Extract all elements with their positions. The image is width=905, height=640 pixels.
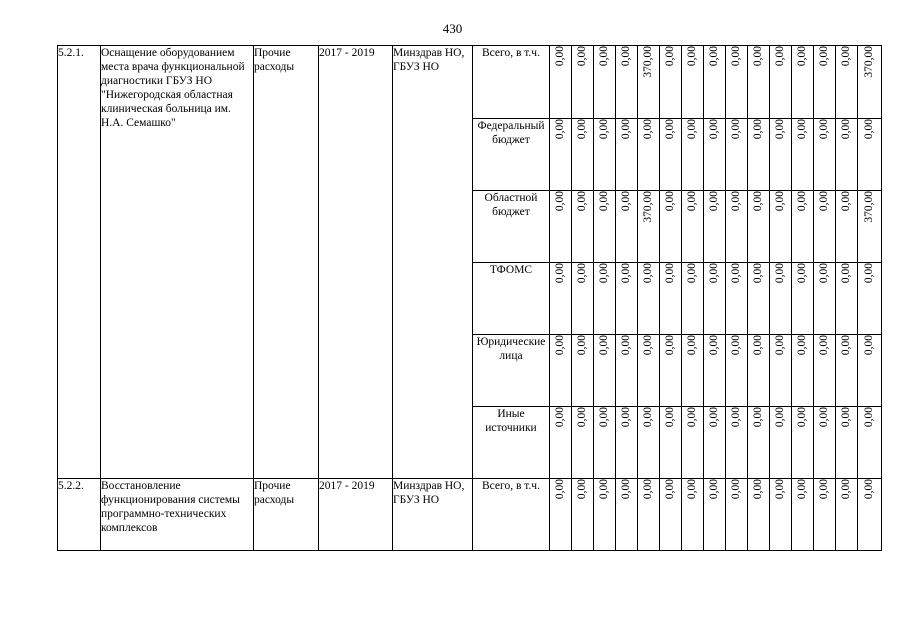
amount-value: 0,00 <box>686 263 698 284</box>
amount-value: 370,00 <box>863 191 875 223</box>
amount-value: 0,00 <box>752 119 764 140</box>
amount-cell <box>660 191 682 263</box>
amount-value: 0,00 <box>686 119 698 140</box>
amount-value: 0,00 <box>818 263 830 284</box>
amount-cell <box>616 263 638 335</box>
amount-value: 0,00 <box>664 335 676 356</box>
amount-cell <box>572 335 594 407</box>
amount-value: 0,00 <box>730 119 742 140</box>
amount-cell <box>726 479 748 551</box>
amount-value: 0,00 <box>576 479 588 500</box>
amount-cell <box>748 407 770 479</box>
amount-cell <box>594 191 616 263</box>
amount-value: 0,00 <box>752 335 764 356</box>
amount-value: 0,00 <box>642 335 654 356</box>
amount-value: 0,00 <box>708 263 720 284</box>
amount-value: 0,00 <box>730 46 742 67</box>
amount-cell <box>792 263 814 335</box>
amount-value: 0,00 <box>708 407 720 428</box>
amount-value: 0,00 <box>863 263 875 284</box>
amount-cell <box>748 335 770 407</box>
amount-value: 0,00 <box>796 191 808 212</box>
amount-value: 0,00 <box>863 119 875 140</box>
amount-cell <box>770 191 792 263</box>
amount-cell <box>572 407 594 479</box>
amount-value: 0,00 <box>774 119 786 140</box>
amount-cell <box>704 191 726 263</box>
amount-value: 0,00 <box>686 335 698 356</box>
amount-value: 0,00 <box>642 479 654 500</box>
amount-cell <box>858 191 882 263</box>
amount-cell <box>814 263 836 335</box>
amount-cell <box>594 335 616 407</box>
amount-value: 0,00 <box>730 407 742 428</box>
amount-cell <box>572 191 594 263</box>
amount-cell <box>836 335 858 407</box>
amount-value: 0,00 <box>664 407 676 428</box>
amount-cell <box>594 407 616 479</box>
amount-cell <box>748 479 770 551</box>
amount-value: 0,00 <box>576 191 588 212</box>
funding-source-label: Федеральный бюджет <box>473 119 550 191</box>
amount-value: 0,00 <box>840 479 852 500</box>
amount-value: 0,00 <box>863 479 875 500</box>
amount-value: 0,00 <box>620 46 632 67</box>
amount-cell <box>660 407 682 479</box>
amount-cell <box>858 46 882 119</box>
amount-value: 0,00 <box>686 407 698 428</box>
item-number: 5.2.1. <box>58 46 101 479</box>
amount-value: 0,00 <box>818 335 830 356</box>
item-name: Восстановление функционирования системы программно-технических комплексов <box>101 479 254 551</box>
page-number: 430 <box>442 21 463 36</box>
amount-value: 0,00 <box>774 479 786 500</box>
amount-cell <box>660 46 682 119</box>
amount-value: 0,00 <box>752 263 764 284</box>
amount-value: 0,00 <box>686 479 698 500</box>
amount-value: 0,00 <box>576 335 588 356</box>
amount-cell <box>770 479 792 551</box>
amount-value: 0,00 <box>620 119 632 140</box>
amount-value: 0,00 <box>598 335 610 356</box>
amount-value: 0,00 <box>863 407 875 428</box>
funding-source-label: ТФОМС <box>473 263 550 335</box>
funding-source-label: Юридические лица <box>473 335 550 407</box>
amount-value: 0,00 <box>708 46 720 67</box>
amount-cell <box>748 263 770 335</box>
amount-value: 0,00 <box>796 46 808 67</box>
amount-value: 0,00 <box>554 335 566 356</box>
amount-value: 0,00 <box>554 46 566 67</box>
amount-value: 0,00 <box>576 46 588 67</box>
amount-cell <box>594 263 616 335</box>
amount-value: 0,00 <box>554 263 566 284</box>
amount-cell <box>572 263 594 335</box>
amount-value: 0,00 <box>642 407 654 428</box>
amount-cell <box>726 263 748 335</box>
amount-value: 0,00 <box>576 263 588 284</box>
amount-cell <box>616 335 638 407</box>
amount-value: 370,00 <box>863 46 875 78</box>
amount-cell <box>792 46 814 119</box>
amount-cell <box>682 263 704 335</box>
expense-type: Прочие расходы <box>254 46 319 479</box>
amount-cell <box>704 263 726 335</box>
amount-value: 0,00 <box>796 119 808 140</box>
amount-cell <box>638 119 660 191</box>
amount-cell <box>638 479 660 551</box>
amount-value: 0,00 <box>840 407 852 428</box>
amount-value: 0,00 <box>642 263 654 284</box>
amount-cell <box>748 191 770 263</box>
funding-source-label: Областной бюджет <box>473 191 550 263</box>
amount-value: 0,00 <box>598 479 610 500</box>
amount-value: 0,00 <box>752 191 764 212</box>
amount-value: 0,00 <box>818 46 830 67</box>
amount-value: 0,00 <box>598 263 610 284</box>
amount-cell <box>550 407 572 479</box>
amount-cell <box>594 479 616 551</box>
amount-value: 0,00 <box>840 119 852 140</box>
amount-cell <box>638 263 660 335</box>
amount-cell <box>814 335 836 407</box>
amount-value: 0,00 <box>664 479 676 500</box>
amount-cell <box>770 335 792 407</box>
amount-cell <box>682 191 704 263</box>
amount-cell <box>616 46 638 119</box>
amount-value: 0,00 <box>664 119 676 140</box>
amount-cell <box>770 407 792 479</box>
amount-value: 0,00 <box>598 407 610 428</box>
amount-cell <box>836 407 858 479</box>
amount-value: 370,00 <box>642 46 654 78</box>
amount-cell <box>550 119 572 191</box>
amount-value: 0,00 <box>730 263 742 284</box>
amount-value: 0,00 <box>840 263 852 284</box>
amount-value: 0,00 <box>863 335 875 356</box>
amount-value: 0,00 <box>664 191 676 212</box>
period: 2017 - 2019 <box>319 46 393 479</box>
amount-cell <box>616 479 638 551</box>
amount-cell <box>836 479 858 551</box>
amount-value: 0,00 <box>730 335 742 356</box>
amount-cell <box>836 119 858 191</box>
amount-cell <box>858 407 882 479</box>
amount-cell <box>616 191 638 263</box>
amount-value: 0,00 <box>554 191 566 212</box>
executor: Минздрав НО, ГБУЗ НО <box>393 479 473 551</box>
amount-cell <box>572 46 594 119</box>
amount-cell <box>704 407 726 479</box>
amount-value: 0,00 <box>554 119 566 140</box>
amount-cell <box>770 46 792 119</box>
amount-value: 0,00 <box>818 191 830 212</box>
amount-cell <box>572 119 594 191</box>
amount-cell <box>682 479 704 551</box>
amount-value: 0,00 <box>708 335 720 356</box>
amount-value: 0,00 <box>840 335 852 356</box>
amount-value: 0,00 <box>796 407 808 428</box>
amount-value: 0,00 <box>730 479 742 500</box>
funding-source-label: Всего, в т.ч. <box>473 479 550 551</box>
amount-value: 0,00 <box>554 479 566 500</box>
table-row <box>58 46 882 119</box>
funding-source-label: Иные источники <box>473 407 550 479</box>
amount-cell <box>770 119 792 191</box>
amount-cell <box>638 407 660 479</box>
amount-value: 0,00 <box>752 479 764 500</box>
item-name: Оснащение оборудованием места врача функциональной диагностики ГБУЗ НО "Нижегородская областная клиническая больница им. Н.А. Семашко" <box>101 46 254 479</box>
amount-cell <box>660 119 682 191</box>
amount-cell <box>682 335 704 407</box>
amount-value: 0,00 <box>796 263 808 284</box>
amount-cell <box>660 335 682 407</box>
amount-value: 0,00 <box>620 407 632 428</box>
amount-value: 0,00 <box>708 479 720 500</box>
amount-cell <box>550 191 572 263</box>
amount-cell <box>726 407 748 479</box>
amount-value: 0,00 <box>576 407 588 428</box>
amount-cell <box>704 335 726 407</box>
amount-cell <box>616 407 638 479</box>
amount-cell <box>682 407 704 479</box>
amount-cell <box>638 335 660 407</box>
amount-value: 0,00 <box>598 119 610 140</box>
item-number: 5.2.2. <box>58 479 101 551</box>
amount-value: 0,00 <box>752 46 764 67</box>
amount-cell <box>682 119 704 191</box>
amount-value: 0,00 <box>796 335 808 356</box>
funding-source-label: Всего, в т.ч. <box>473 46 550 119</box>
amount-value: 0,00 <box>620 335 632 356</box>
amount-value: 0,00 <box>598 191 610 212</box>
amount-value: 0,00 <box>598 46 610 67</box>
amount-cell <box>792 335 814 407</box>
amount-cell <box>792 191 814 263</box>
amount-value: 0,00 <box>840 191 852 212</box>
amount-value: 0,00 <box>818 407 830 428</box>
amount-cell <box>748 119 770 191</box>
amount-cell <box>748 46 770 119</box>
amount-value: 0,00 <box>752 407 764 428</box>
amount-value: 0,00 <box>840 46 852 67</box>
amount-cell <box>550 335 572 407</box>
amount-cell <box>682 46 704 119</box>
amount-cell <box>858 263 882 335</box>
amount-cell <box>726 119 748 191</box>
amount-cell <box>858 119 882 191</box>
amount-value: 0,00 <box>730 191 742 212</box>
amount-value: 0,00 <box>818 119 830 140</box>
amount-cell <box>792 119 814 191</box>
expense-type: Прочие расходы <box>254 479 319 551</box>
amount-value: 0,00 <box>554 407 566 428</box>
amount-cell <box>704 46 726 119</box>
amount-cell <box>814 407 836 479</box>
amount-cell <box>660 263 682 335</box>
amount-cell <box>638 191 660 263</box>
amount-value: 370,00 <box>642 191 654 223</box>
amount-cell <box>814 479 836 551</box>
amount-cell <box>638 46 660 119</box>
amount-value: 0,00 <box>576 119 588 140</box>
amount-cell <box>836 191 858 263</box>
executor: Минздрав НО, ГБУЗ НО <box>393 46 473 479</box>
amount-value: 0,00 <box>708 191 720 212</box>
amount-cell <box>594 119 616 191</box>
amount-value: 0,00 <box>774 263 786 284</box>
amount-cell <box>858 479 882 551</box>
amount-cell <box>836 46 858 119</box>
amount-value: 0,00 <box>796 479 808 500</box>
amount-value: 0,00 <box>620 479 632 500</box>
amount-cell <box>792 479 814 551</box>
amount-cell <box>814 46 836 119</box>
amount-cell <box>814 119 836 191</box>
amount-cell <box>814 191 836 263</box>
table-row <box>58 479 882 551</box>
amount-value: 0,00 <box>708 119 720 140</box>
amount-cell <box>836 263 858 335</box>
amount-value: 0,00 <box>642 119 654 140</box>
amount-value: 0,00 <box>774 335 786 356</box>
amount-value: 0,00 <box>818 479 830 500</box>
amount-cell <box>616 119 638 191</box>
amount-cell <box>572 479 594 551</box>
amount-cell <box>858 335 882 407</box>
amount-value: 0,00 <box>664 263 676 284</box>
amount-value: 0,00 <box>774 191 786 212</box>
amount-cell <box>726 46 748 119</box>
amount-value: 0,00 <box>664 46 676 67</box>
amount-cell <box>792 407 814 479</box>
amount-cell <box>550 263 572 335</box>
amount-cell <box>770 263 792 335</box>
amount-value: 0,00 <box>774 407 786 428</box>
amount-cell <box>550 479 572 551</box>
period: 2017 - 2019 <box>319 479 393 551</box>
amount-cell <box>660 479 682 551</box>
amount-value: 0,00 <box>686 46 698 67</box>
amount-cell <box>726 335 748 407</box>
amount-cell <box>704 119 726 191</box>
amount-value: 0,00 <box>686 191 698 212</box>
amount-value: 0,00 <box>774 46 786 67</box>
amount-value: 0,00 <box>620 263 632 284</box>
amount-cell <box>550 46 572 119</box>
amount-cell <box>594 46 616 119</box>
amount-value: 0,00 <box>620 191 632 212</box>
budget-table <box>57 45 882 551</box>
amount-cell <box>704 479 726 551</box>
amount-cell <box>726 191 748 263</box>
